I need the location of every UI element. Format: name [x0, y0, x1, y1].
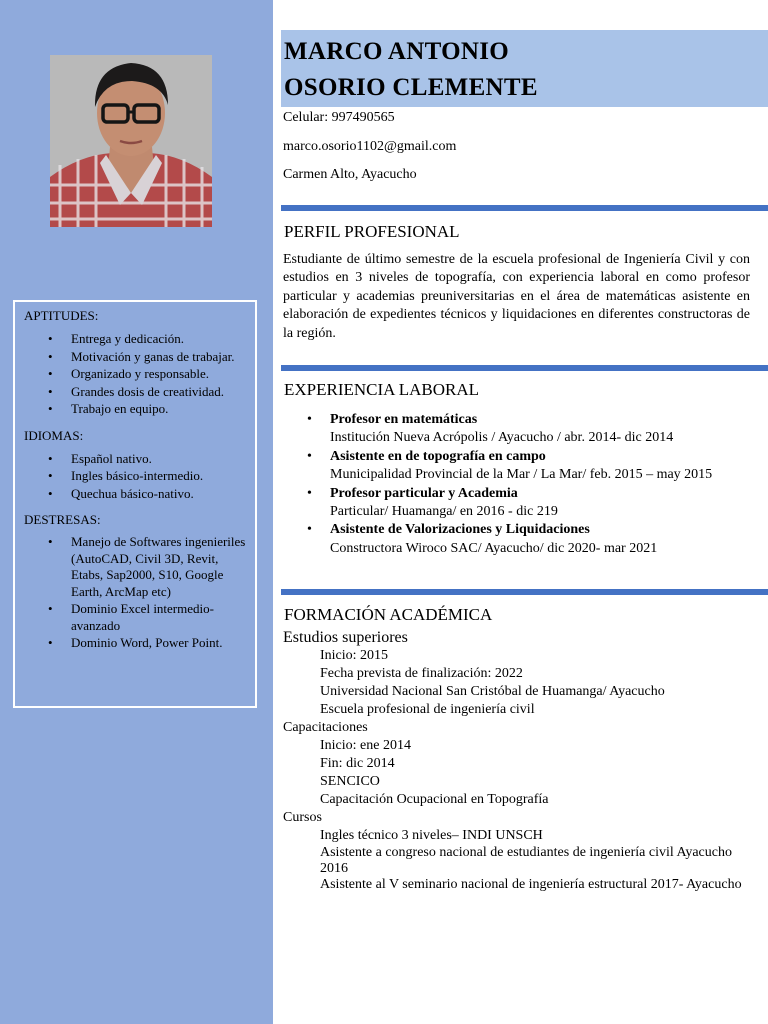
list-item: • Ingles básico-intermedio. — [71, 467, 247, 485]
job-detail: Constructora Wiroco SAC/ Ayacucho/ dic 2020- mar 2021 — [330, 540, 658, 556]
skills-box — [13, 300, 257, 708]
edu-line: Asistente al V seminario nacional de ingeniería estructural 2017- Ayacucho — [320, 877, 742, 892]
job-detail: Municipalidad Provincial de la Mar / La Mar/ feb. 2015 – may 2015 — [330, 467, 713, 483]
job-item — [330, 485, 743, 522]
edu-line: Escuela profesional de ingeniería civil — [320, 702, 535, 717]
edu-line: Inicio: 2015 — [320, 648, 389, 663]
edu-line: Inicio: ene 2014 — [320, 738, 411, 753]
job-item — [330, 411, 743, 448]
list-item: • Dominio Word, Power Point. — [71, 635, 247, 652]
capacitaciones-title: Capacitaciones — [283, 720, 368, 735]
list-item: • Entrega y dedicación. — [71, 330, 247, 348]
aptitudes-title: APTITUDES: — [24, 308, 99, 323]
job-detail: Institución Nueva Acrópolis / Ayacucho / abr. 2014- dic 2014 — [330, 430, 674, 446]
idiomas-title: IDIOMAS: — [24, 427, 84, 443]
email: marco.osorio1102@gmail.com — [283, 139, 457, 154]
job-item — [330, 521, 743, 558]
idiomas-list — [24, 450, 247, 503]
profile-photo — [50, 55, 212, 227]
experiencia-list — [283, 411, 743, 558]
experiencia-title: EXPERIENCIA LABORAL — [284, 380, 480, 399]
formacion-title: FORMACIÓN ACADÉMICA — [284, 605, 493, 624]
edu-line: Universidad Nacional San Cristóbal de Huamanga/ Ayacucho — [320, 684, 665, 699]
list-item: • Manejo de Softwares ingenieriles (AutoCAD, Civil 3D, Revit, Etabs, Sap2000, S10, Google Earth, ArcMap etc) — [71, 534, 247, 600]
formacion-content — [283, 628, 743, 893]
job-detail: Particular/ Huamanga/ en 2016 - dic 219 — [330, 504, 558, 520]
section-divider — [281, 205, 768, 211]
job-item — [330, 448, 743, 485]
edu-line: Ingles técnico 3 niveles– INDI UNSCH — [320, 828, 543, 843]
edu-line: Asistente a congreso nacional de estudiantes de ingeniería civil Ayacucho 2016 — [320, 845, 732, 876]
list-item: • Quechua básico-nativo. — [71, 485, 247, 503]
superiores-title: Estudios superiores — [283, 629, 408, 646]
list-item: • Grandes dosis de creatividad. — [71, 383, 247, 401]
section-divider — [281, 365, 768, 371]
perfil-text: Estudiante de último semestre de la escuela profesional de Ingeniería Civil y con estudios en 3 niveles de topografía, con experiencia laboral en como profesor particular y academias preuniversitarias en el área de matemáticas asistente en elaboración de expedientes técnicos y liquidaciones en diferentes constructoras de la región. — [283, 252, 750, 341]
phone: Celular: 997490565 — [283, 110, 395, 125]
edu-line: Capacitación Ocupacional en Topografía — [320, 792, 549, 807]
destresas-list — [24, 534, 247, 652]
list-item: • Motivación y ganas de trabajar. — [71, 348, 247, 366]
list-item: • Trabajo en equipo. — [71, 400, 247, 418]
cursos-title: Cursos — [283, 810, 322, 825]
job-role: • Asistente en de topografía en campo — [330, 448, 546, 464]
destresas-title: DESTRESAS: — [24, 512, 101, 527]
name-line-2: OSORIO CLEMENTE — [284, 74, 538, 101]
list-item: • Dominio Excel intermedio-avanzado — [71, 601, 247, 634]
list-item: • Organizado y responsable. — [71, 365, 247, 383]
edu-line: SENCICO — [320, 774, 380, 789]
aptitudes-list — [24, 330, 247, 418]
job-role: • Profesor particular y Academia — [330, 485, 518, 501]
perfil-title: PERFIL PROFESIONAL — [284, 222, 460, 241]
edu-line: Fecha prevista de finalización: 2022 — [320, 666, 523, 681]
location: Carmen Alto, Ayacucho — [283, 167, 417, 182]
edu-line: Fin: dic 2014 — [320, 756, 395, 771]
job-role: • Asistente de Valorizaciones y Liquidaciones — [330, 522, 590, 538]
job-role: • Profesor en matemáticas — [330, 412, 478, 427]
list-item: • Español nativo. — [71, 450, 247, 468]
section-divider — [281, 589, 768, 595]
full-name — [284, 34, 538, 106]
name-line-1: MARCO ANTONIO — [284, 38, 509, 65]
